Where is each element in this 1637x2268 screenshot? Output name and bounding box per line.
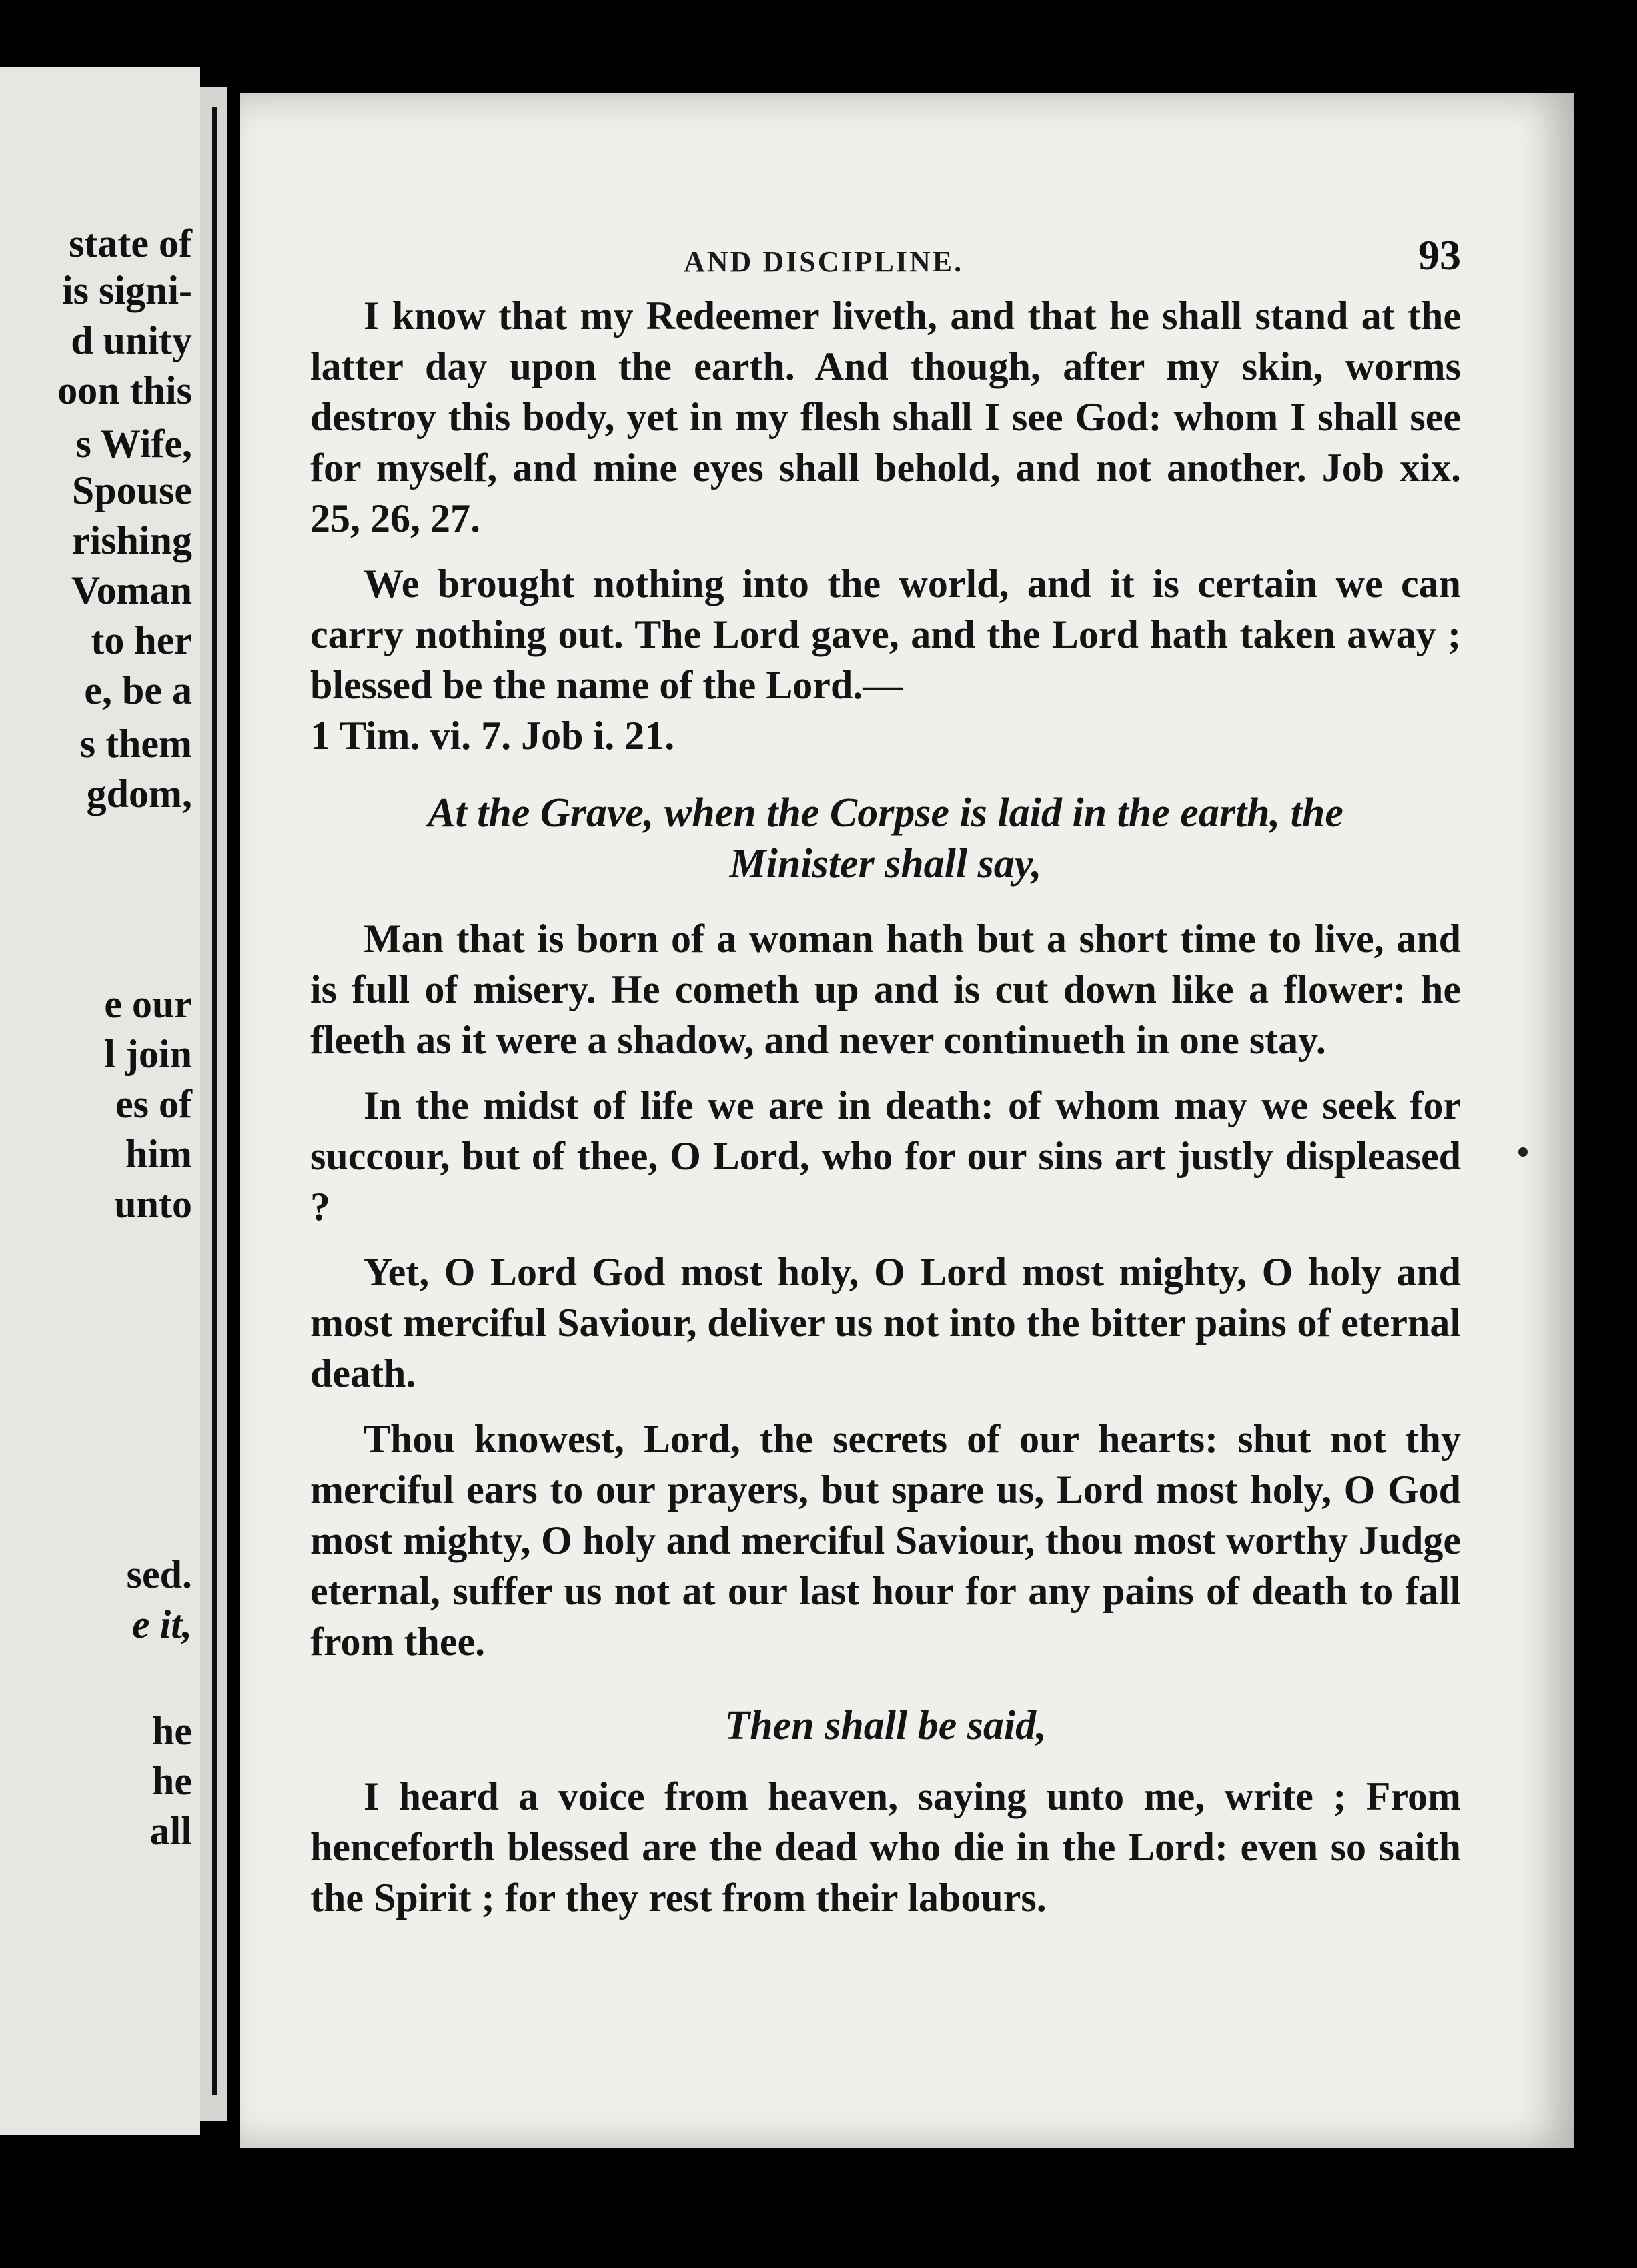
left-page-fragment: Voman <box>71 568 192 612</box>
rubric-line-2: Minister shall say, <box>729 841 1042 887</box>
rubric-at-the-grave <box>310 788 1461 889</box>
paragraph-midst-of-life: In the midst of life we are in death: of whom may we seek for succour, but of thee, O Lord, who for our sins art justly displeased ? <box>310 1083 1461 1229</box>
left-page-fragment: he <box>152 1759 192 1803</box>
left-page-fragment: he <box>152 1709 192 1753</box>
left-page-fragment: unto <box>114 1182 192 1226</box>
left-page-fragment: Spouse <box>71 468 192 512</box>
right-page <box>240 93 1574 2148</box>
paragraph-citation: 1 Tim. vi. 7. Job i. 21. <box>310 714 675 758</box>
left-page-fragment: to her <box>91 618 192 662</box>
rubric-line-1: At the Grave, when the Corpse is laid in the earth, the <box>428 790 1343 836</box>
paragraph-man-born: Man that is born of a woman hath but a short time to live, and is full of misery. He cometh up and is cut down like a flower: he fleeth as it were a shadow, and never continueth in one stay. <box>310 917 1461 1062</box>
running-title: AND DISCIPLINE. <box>684 245 964 278</box>
binding-shadow <box>212 107 217 2095</box>
paragraph-thou-knowest: Thou knowest, Lord, the secrets of our hearts: shut not thy merciful ears to our prayers, but spare us, Lord most holy, O God most mighty, O holy and merciful Saviour, thou most worthy Judge eternal, suffer us not at our last hour for any pains of death to fall from thee. <box>310 1417 1461 1664</box>
left-page-fragment: es of <box>115 1082 192 1126</box>
paragraph-yet-o-lord: Yet, O Lord God most holy, O Lord most mighty, O holy and most merciful Saviour, deliver us not into the bitter pains of eternal death. <box>310 1250 1461 1395</box>
left-page-fragment: rishing <box>71 518 192 562</box>
left-page-fragment: s them <box>79 722 192 766</box>
page-number: 93 <box>1418 231 1461 279</box>
left-page-fragment: gdom, <box>86 772 192 816</box>
page-text-column <box>310 230 1461 1938</box>
left-page-fragment: all <box>149 1809 192 1853</box>
running-header <box>310 230 1461 290</box>
left-page-fragment: is signi- <box>61 268 192 312</box>
left-page-fragment: him <box>125 1132 192 1176</box>
left-page-fragment: e it, <box>132 1602 192 1646</box>
paragraph-redeemer: I know that my Redeemer liveth, and that he shall stand at the latter day upon the earth. And though, after my skin, worms destroy this body, yet in my flesh shall I see God: whom I shall see for myself, and mine eyes shall behold, and not another. Job xix. 25, 26, 27. <box>310 294 1461 540</box>
left-page-fragment: e, be a <box>84 668 192 712</box>
ink-speck <box>1518 1147 1528 1157</box>
left-page-fragment: s Wife, <box>75 422 192 466</box>
paragraph-brought-nothing: We brought nothing into the world, and it is certain we can carry nothing out. The Lord gave, and the Lord hath taken away ; blessed be the name of the Lord.— <box>310 562 1461 707</box>
left-page-fragment: d unity <box>71 318 192 362</box>
left-page-fragment: sed. <box>126 1552 192 1596</box>
left-page-fragment: state of <box>69 221 192 265</box>
rubric-then-shall-be-said: Then shall be said, <box>724 1703 1047 1748</box>
left-page-fragment: l join <box>104 1032 192 1076</box>
left-page-fragment: e our <box>104 982 192 1026</box>
left-facing-page <box>0 67 200 2135</box>
left-page-fragment: oon this <box>57 368 192 412</box>
paragraph-voice-from-heaven: I heard a voice from heaven, saying unto me, write ; From henceforth blessed are the dead who die in the Lord: even so saith the Spirit ; for they rest from their labours. <box>310 1774 1461 1920</box>
